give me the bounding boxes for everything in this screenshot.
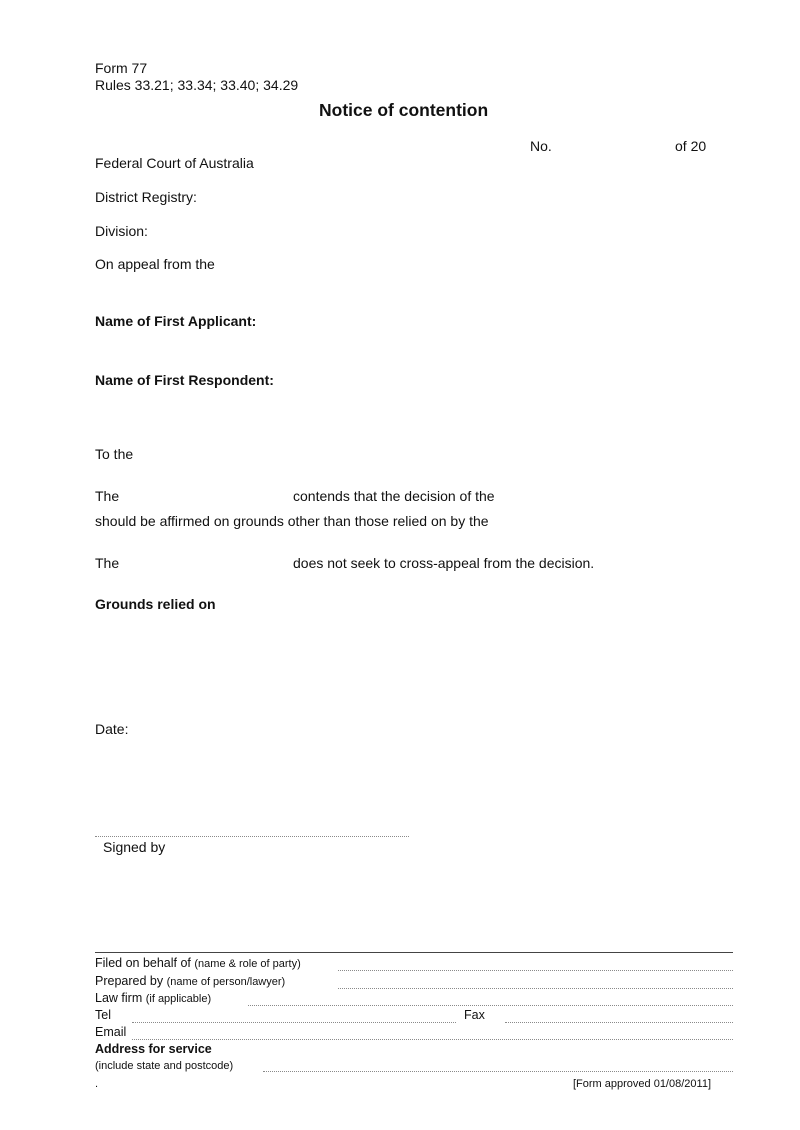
affirmed-text: should be affirmed on grounds other than those relied on by the xyxy=(95,513,489,529)
division-label: Division: xyxy=(95,223,148,239)
footer-dot: . xyxy=(95,1078,99,1090)
court-name: Federal Court of Australia xyxy=(95,155,254,171)
appeal-from-label: On appeal from the xyxy=(95,256,215,272)
footer-rule xyxy=(95,952,733,953)
prepared-by-row xyxy=(95,974,285,990)
fax-label: Fax xyxy=(464,1008,485,1022)
address-for-service-field xyxy=(263,1071,733,1072)
filed-on-behalf-label: Filed on behalf of xyxy=(95,956,191,970)
case-year-label: of 20 xyxy=(675,138,707,154)
prepared-by-label: Prepared by xyxy=(95,974,164,988)
email-field xyxy=(132,1039,733,1040)
first-respondent-label: Name of First Respondent: xyxy=(95,372,274,388)
date-label: Date: xyxy=(95,721,129,737)
signed-by-label: Signed by xyxy=(103,839,166,855)
filed-on-behalf-field xyxy=(338,970,733,971)
email-label: Email xyxy=(95,1025,127,1039)
tel-label: Tel xyxy=(95,1008,111,1022)
fax-field xyxy=(505,1022,733,1023)
prepared-by-hint: (name of person/lawyer) xyxy=(166,976,286,988)
tel-field xyxy=(132,1022,456,1023)
to-the-label: To the xyxy=(95,446,134,462)
form-number: Form 77 xyxy=(95,60,148,76)
form-rules: Rules 33.21; 33.34; 33.40; 34.29 xyxy=(95,77,299,93)
address-for-service-hint: (include state and postcode) xyxy=(95,1060,234,1072)
form-approved-note: [Form approved 01/08/2011] xyxy=(573,1078,711,1090)
grounds-heading: Grounds relied on xyxy=(95,596,216,612)
law-firm-row xyxy=(95,991,211,1007)
prepared-by-field xyxy=(338,988,733,989)
page-title: Notice of contention xyxy=(319,100,489,120)
the-label-1: The xyxy=(95,488,120,504)
case-no-label: No. xyxy=(530,138,552,154)
district-registry-label: District Registry: xyxy=(95,189,197,205)
contends-text: contends that the decision of the xyxy=(293,488,495,504)
filed-on-behalf-hint: (name & role of party) xyxy=(194,958,301,970)
signature-line xyxy=(95,836,409,837)
law-firm-field xyxy=(248,1005,733,1006)
first-applicant-label: Name of First Applicant: xyxy=(95,313,257,329)
the-label-2: The xyxy=(95,555,120,571)
filed-on-behalf-row xyxy=(95,956,301,972)
law-firm-label: Law firm xyxy=(95,991,143,1005)
no-cross-appeal-text: does not seek to cross-appeal from the decision. xyxy=(293,555,595,571)
address-for-service-label: Address for service xyxy=(95,1042,212,1056)
law-firm-hint: (if applicable) xyxy=(145,993,212,1005)
